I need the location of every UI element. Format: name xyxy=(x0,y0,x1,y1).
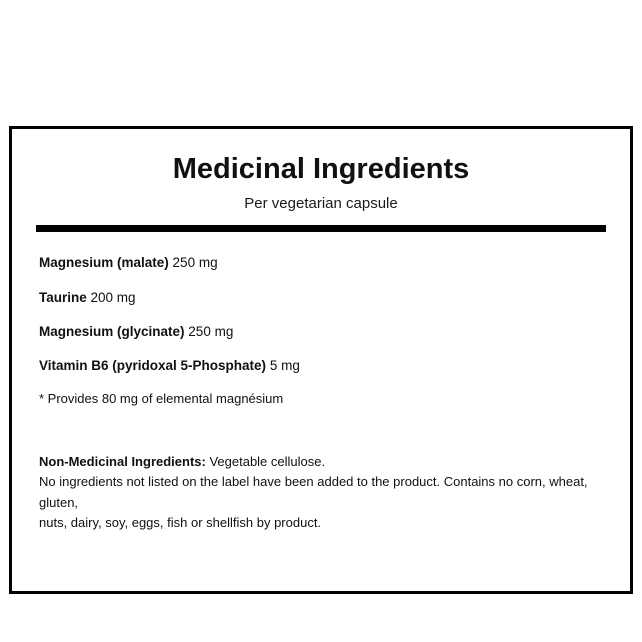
allergen-disclaimer-line-1: No ingredients not listed on the label have been added to the product. Contains no corn, wheat, gluten, xyxy=(39,474,588,510)
ingredient-amount: 250 mg xyxy=(188,323,234,339)
ingredients-panel xyxy=(9,126,633,594)
ingredient-amount: 5 mg xyxy=(269,358,300,373)
ingredient-amount: 200 mg xyxy=(90,289,136,305)
page-title: Medicinal Ingredients xyxy=(172,153,470,185)
ingredient-name: Magnesium (malate) xyxy=(39,255,169,271)
list-item xyxy=(39,357,606,375)
header-divider xyxy=(36,225,606,232)
list-item xyxy=(39,323,606,341)
non-medicinal-value: Vegetable cellulose. xyxy=(205,454,326,470)
ingredient-name: Vitamin B6 (pyridoxal 5-Phosphate) xyxy=(39,358,267,373)
ingredients-list xyxy=(36,254,606,406)
non-medicinal-line xyxy=(39,452,606,472)
allergen-disclaimer-line-2: nuts, dairy, soy, eggs, fish or shellfish by product. xyxy=(39,514,322,530)
ingredient-name: Taurine xyxy=(39,289,87,305)
ingredient-name: Magnesium (glycinate) xyxy=(39,323,185,339)
non-medicinal-ingredients-section xyxy=(36,452,606,533)
elemental-magnesium-footnote: * Provides 80 mg of elemental magnésium xyxy=(39,391,284,407)
list-item xyxy=(39,254,606,272)
list-item xyxy=(39,289,606,307)
ingredient-amount: 250 mg xyxy=(172,255,218,271)
serving-size-subtitle: Per vegetarian capsule xyxy=(244,195,398,213)
panel-content xyxy=(12,129,630,533)
non-medicinal-label: Non-Medicinal Ingredients: xyxy=(39,454,206,470)
